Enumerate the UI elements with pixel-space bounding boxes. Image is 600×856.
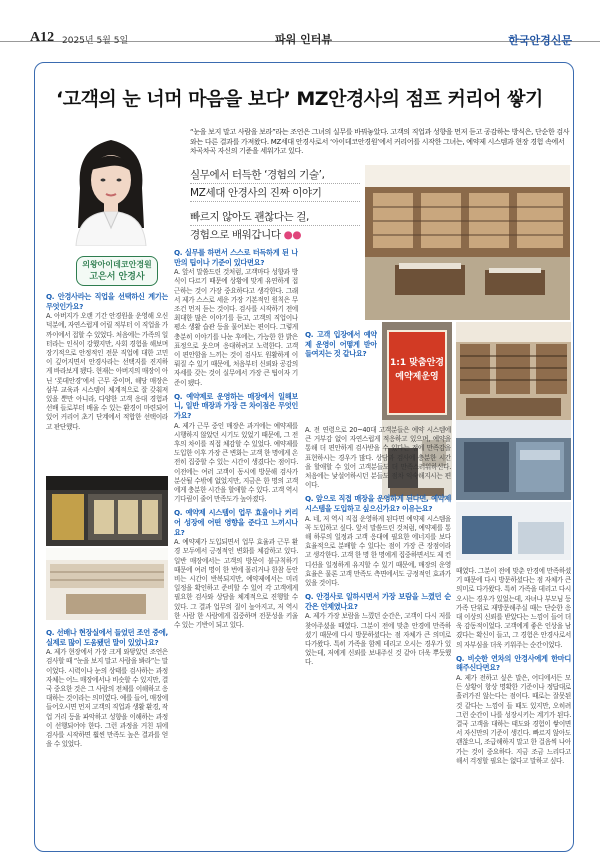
answer-1: A. 아버지가 오랜 기간 안경원을 운영해 오신 덕분에, 자연스럽게 어릴 적부터 이 직업을 가까이에서 접할 수 있었다. 처음에는 가족의 일터라는 인식이 강했지만, 사회 경험을 해보며 장기적으로 안정적인 전문 직업에 대한 고민이 깊어지면서 안경사라는 선택지를 진지하게 바라보게 됐다. 현재는 아버지의 매장이 아닌 ‘롯데안경’에서 근무 중이며, 해당 매장은 삼부 교육과 시스템이 체계적으로 잘 갖춰져 있을 뿐만 아니라, 다양한 고객 응대 경험과 선배 들로부터 배울 수 있는 환경이 마련되어 있어 커리어 초기 단계에서 적합한 선택이라고 판단했다. [46,312,168,431]
frame-display-photo [456,322,571,420]
answer-8: A. 제가 가장 보람을 느꼈던 순간은, 고객이 다시 저를 찾아주셨을 때였다. 그분이 전에 맞춘 안경에 만족하셨기 때문에 다시 방문하셨다는 점 자체가 큰 의미로 다가왔다. 특히 가족을 함께 데리고 오시는 경우가 있었는데, 저에게 신뢰를 보내주신 것 같아 더욱 뿌듯했다. [305,612,451,667]
question-1: Q. 안경사라는 직업을 선택하신 계기는 무엇인가요? [46,292,168,311]
pull-line-3: 빠르지 않아도 괜찮다는 걸, [190,210,360,226]
sign-line-2: 예약제운영 [395,372,439,382]
column-4 [456,566,571,844]
page-number: A12 [30,30,55,45]
column-1 [46,292,168,472]
question-4: Q. 예약제로 운영하는 매장에서 일해보니, 일반 매장과 가장 큰 차이점은 무엇인가요? [174,391,298,421]
heart-icon: ●● [283,229,302,241]
answer-4: A. 제가 근무 중인 매장은 과거에는 예약제를 시행하지 않았던 시기도 있었기 때문에, 그 전후의 차이를 직접 체감할 수 있었다. 예약제를 도입한 이후 가장 큰 변화는 고객 한 명에게 온전히 집중할 수 있는 시간이 생겼다는 점이다. 이전에는 여러 고객이 동시에 방문해 검사가 분산될 수밖에 없었지만, 지금은 한 명의 고객에게 충분한 시간을 할애할 수 있다. 고객 역시 기다림이 줄어 만족도가 높아졌다. [174,421,298,504]
counter-photo [456,502,571,560]
answer-5: A. 예약제가 도입되면서 업무 효율과 근무 환경 모두에서 긍정적인 변화를 체감하고 있다. 일반 매장에서는 고객의 방문이 불규칙하기 때문에 여러 명이 한 번에 몰리거나 한참 동안 비는 시간이 반복되지만, 예약제에서는 미리 일정을 확인하고 준비할 수 있어 각 고객에게 필요한 검사와 상담을 체계적으로 진행할 수 있다. 그 결과 업무의 질이 높아지고, 저 역시 한 사람 한 사람에게 집중하며 전문성을 키울 수 있는 기반이 되고 있다. [174,538,298,630]
sign-board [387,330,447,415]
store-interior-photo [365,165,570,320]
sign-line-1: 1:1 맞춤안경 [389,358,445,368]
interviewee-namebox [76,256,158,286]
interviewee-portrait [62,128,160,246]
page-header [0,0,600,47]
store-showroom-photo [46,548,168,620]
column-3b [305,425,451,843]
answer-6: A. 전 연령으로 20~40대 고객분들은 예약 시스템에 큰 거부감 없이 자연스럽게 적응하고 있으며, 예약을 통해 더 편안하게 검사받을 수 있다는 점에 만족감을 표현하시는 경우가 많다. 상담과 검사에 충분한 시간을 할애할 수 있어 고객분들도 더 만족스러워하신다. 처음에는 낯설어하시던 분들도 점차 익숙해지시는 편이다. [305,426,451,490]
question-7: Q. 앞으로 직접 매장을 운영하게 된다면, 예약제 시스템을 도입하고 싶으신가요? 이유는요? [305,494,451,514]
question-9: Q. 비슷한 연차의 안경사에게 한마디 해주신다면요? [456,653,571,673]
pull-line-2: MZ세대 안경사의 진짜 이야기 [190,186,360,202]
issue-date: 2025년 5월 5일 [62,36,129,46]
shop-name: 의왕아이데코안경원 [82,260,152,269]
question-2: Q. 선배나 현장실에서 들었던 조언 중에, 실제로 많이 도움됐던 말이 있었나요? [46,628,168,647]
question-6: Q. 고객 입장에서 예약제 운영이 어떻게 받아들여지는 것 같나요? [305,330,377,359]
answer-8-cont: 때였다. 그분이 전에 맞춘 안경에 만족하셨기 때문에 다시 방문하셨다는 점 자체가 큰 의미로 다가왔다. 특히 가족을 데리고 다시 오시는 경우가 있었는데, 자녀나 부모님 등 가족 단위로 재방문해주실 때는 단순한 응대 이상의 신뢰를 받았다는 느낌이 들어 더욱 감동적이었다. 고객에게 좋은 인상을 남겼다는 확신이 들고, 그 경험은 안경사로서의 자부심을 더욱 키워주는 순간이었다. [456,567,571,649]
column-1b [46,628,168,843]
pull-line-4: 경험으로 배워갑니다 ●● [190,229,302,241]
reservation-sign-photo [382,322,452,420]
question-3: Q. 실무를 하면서 스스로 터득하게 된 나만의 팁이나 기준이 있다면요? [174,248,298,267]
article-lead: “눈을 보지 말고 사람을 보라”라는 조언은 그녀의 실무를 바꿔놓았다. 고객의 직업과 성향을 먼저 듣고 공감하는 방식은, 단순한 검사와는 다른 결과를 가져왔다. MZ세대 안경사로서 ‘아이데코안경원’에서 커리어를 시작한 그녀는, 예약제 시스템과 현장 경험 속에서 차곡차곡 자신의 기준을 세워가고 있다. [190,128,570,155]
store-exterior-photo [46,476,168,546]
paper-name: 한국안경신문 [508,34,572,47]
question-5: Q. 예약제 시스템이 업무 효율이나 커리어 성장에 어떤 영향을 준다고 느끼시나요? [174,508,298,537]
person-name: 고은서 안경사 [89,272,145,282]
answer-2: A. 제가 현장에서 가장 크게 와닿았던 조언은 검사할 때 “눈을 보지 말고 사람을 봐라”는 말이었다. 시력이나 눈의 상태를 검사하는 과정 자체는 어느 매장에서나 비슷할 수 있지만, 결국 중요한 것은 그 사람의 전체를 이해하고 응대하는 것이라는 의미였다. 예를 들어, 매장에 들어오시면 먼저 고객의 직업과 생활 환경, 작업 거리 등을 파악하고 성향을 이해하는 과정이 선행되어야 한다. 그런 과정을 거친 뒤에 검사를 시작하면 훨씬 만족도 높은 결과를 얻을 수 있었다. [46,648,168,749]
pull-quote [190,168,360,245]
question-8: Q. 안경사로 일하시면서 가장 보람을 느꼈던 순간은 언제였나요? [305,592,451,611]
lens-counter-photo [456,420,571,500]
column-3 [305,330,377,420]
column-2 [174,248,298,844]
answer-9: A. 제가 전하고 싶은 말은, 어디에서든 모든 상황이 항상 명확한 기준이나 정답대로 흘러가진 않는다는 점이다. 때로는 잘못된 것 같다는 느낌이 들 때도 있지만, 오히려 그런 순간이 나를 성장시키는 계기가 된다. 결국 고객을 대하는 태도와 경험이 쌓이면서 자신만의 기준이 생긴다. 빠르지 않아도 괜찮으니, 조급해하지 말고 한 걸음씩 나아가는 것이 중요하다. 지금 조금 느리다고 해서 걱정할 필요는 없다고 말하고 싶다. [456,674,571,765]
pull-line-1: 실무에서 터득한 ‘경험의 기술’, [190,168,360,184]
section-title: 파워 인터뷰 [275,33,332,46]
article-headline: ‘고객의 눈 너머 마음을 보다’ MZ안경사의 점프 커리어 쌓기 [56,88,543,110]
answer-7: A. 네, 저 역시 직접 운영하게 된다면 예약제 시스템을 꼭 도입하고 싶다. 앞서 말씀드린 것처럼, 예약제를 통해 하루의 일정과 고객 응대에 필요한 에너지를 보다 효율적으로 분배할 수 있다는 점이 가장 큰 장점이라고 생각한다. 고객 한 명 한 명에게 집중하면서도 제 컨디션을 일정하게 유지할 수 있기 때문에, 매장의 운영 효율은 물론 고객 만족도 측면에서도 긍정적인 효과가 있을 것이다. [305,514,451,588]
answer-3: A. 앞서 말씀드린 것처럼, 고객마다 성향과 방식이 다르기 때문에 상황에 맞게 유연하게 접근하는 것이 가장 중요하다고 생각한다. 그래서 제가 스스로 세운 가장 기본적인 원칙은 무조건 먼저 듣는 것이다. 검사를 시작하기 전에 최대한 많은 이야기를 듣고, 고객의 직업이나 평소 생활 습관 등을 물어보는 편이다. 그렇게 충분히 이야기를 나눈 후에는, 가능한 한 밝은 표정으로 웃으며 응대하려고 노력한다. 고객이 편안함을 느끼는 것이 검사도 원활하게 이뤄질 수 있기 때문에, 처음부터 신뢰와 공감의 자세를 갖는 것이 실무에서 가장 큰 팁이자 기준이 됐다. [174,268,298,387]
